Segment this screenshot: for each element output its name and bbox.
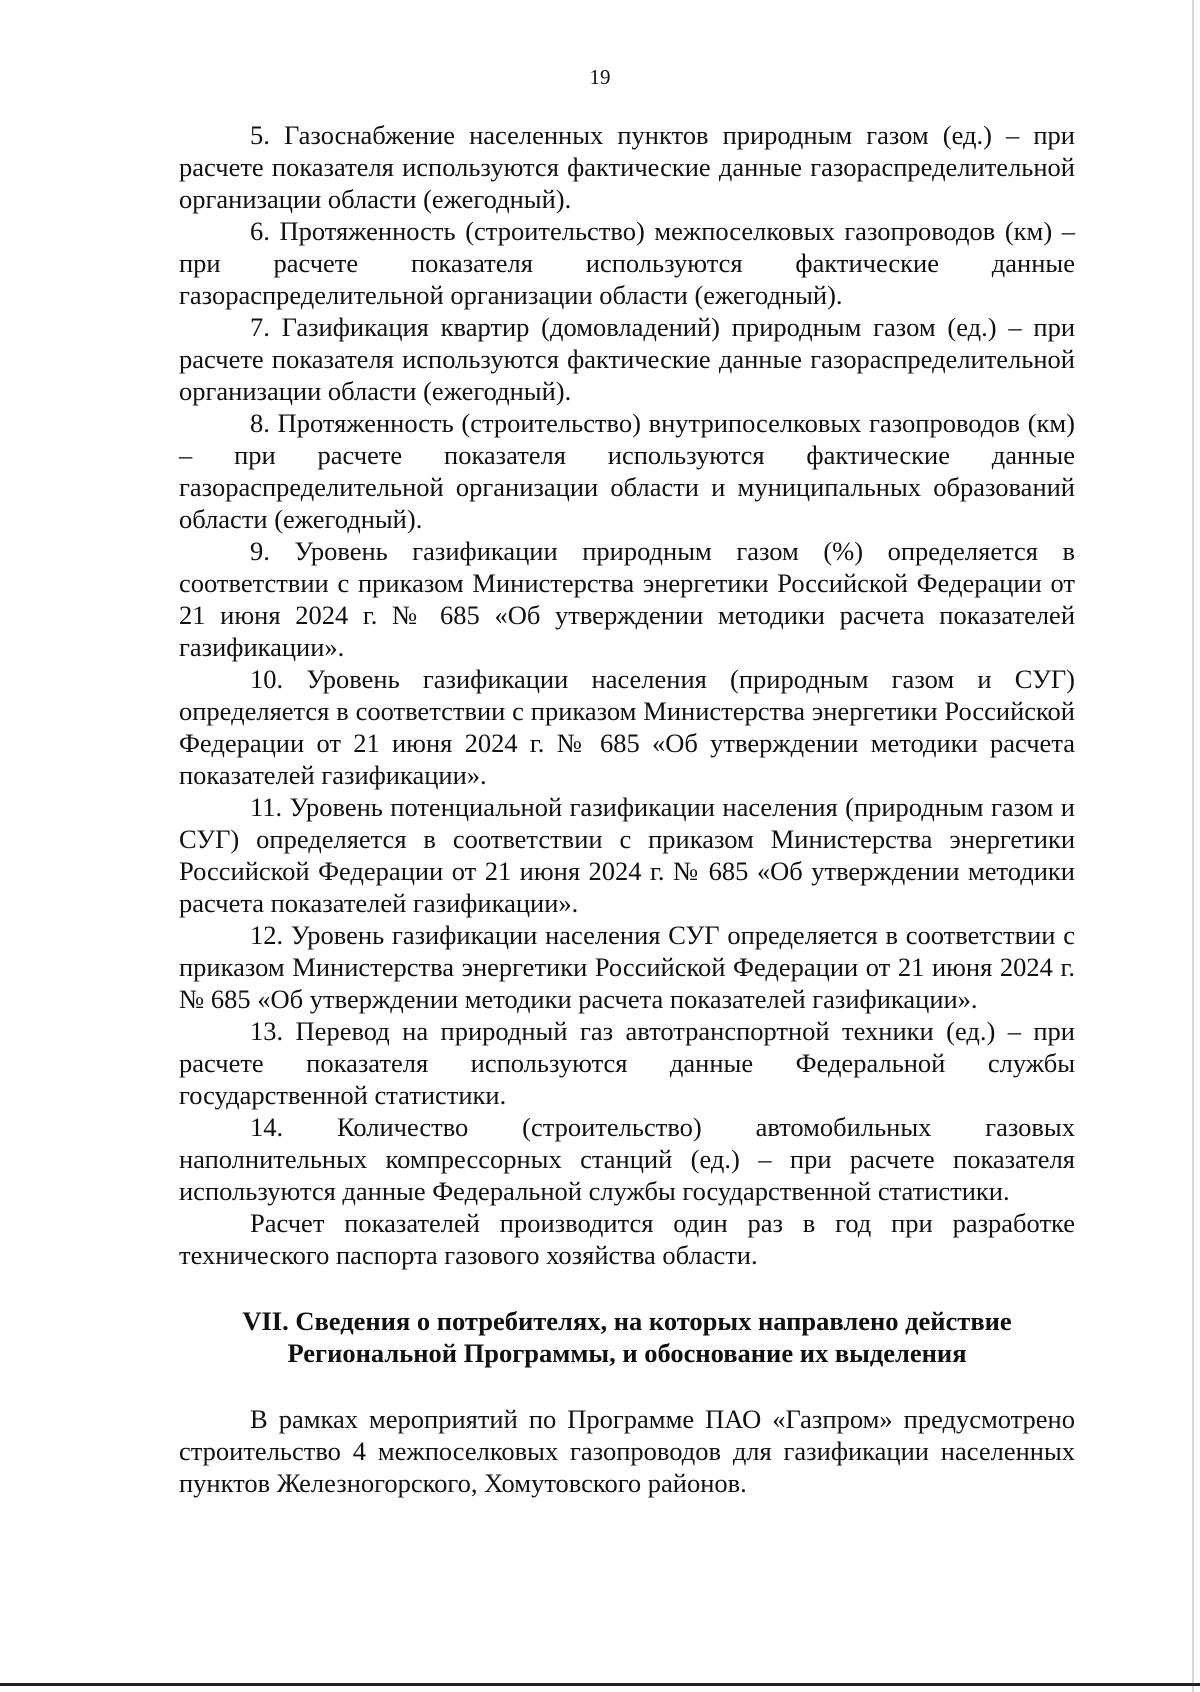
paragraph-calculation-note: Расчет показателей производится один раз в год при разработке технического паспорта газового хозяйства области. (179, 1208, 1075, 1270)
paragraph-item-8: 8. Протяженность (строительство) внутрипоселковых газопроводов (км) – при расчете показателя используются фактические данные газораспределительной организации области и муниципальных образований области (ежегодный). (179, 408, 1075, 534)
paragraph-item-11: 11. Уровень потенциальной газификации населения (природным газом и СУГ) определяется в соответствии с приказом Министерства энергетики Российской Федерации от 21 июня 2024 г. № 685 «Об утверждении методики расчета показателей газификации». (179, 792, 1075, 918)
paragraph-consumers: В рамках мероприятий по Программе ПАО «Газпром» предусмотрено строительство 4 межпоселковых газопроводов для газификации населенных пунктов Железногорского, Хомутовского районов. (179, 1404, 1075, 1498)
paragraph-item-5: 5. Газоснабжение населенных пунктов природным газом (ед.) – при расчете показателя используются фактические данные газораспределительной организации области (ежегодный). (179, 120, 1075, 214)
section-heading (179, 1305, 1075, 1369)
scan-bottom-edge (0, 1683, 1200, 1686)
paragraph-item-14: 14. Количество (строительство) автомобильных газовых наполнительных компрессорных станций (ед.) – при расчете показателя используются данные Федеральной службы государственной статистики. (179, 1112, 1075, 1206)
paragraph-item-7: 7. Газификация квартир (домовладений) природным газом (ед.) – при расчете показателя используются фактические данные газораспределительной организации области (ежегодный). (179, 312, 1075, 406)
section-heading-line-2: Региональной Программы, и обоснование их выделения (287, 1338, 967, 1368)
section-heading-line-1: VII. Сведения о потребителях, на которых направлено действие (242, 1306, 1012, 1336)
paragraph-item-6: 6. Протяженность (строительство) межпоселковых газопроводов (км) – при расчете показателя используются фактические данные газораспределительной организации области (ежегодный). (179, 216, 1075, 310)
paragraph-item-9: 9. Уровень газификации природным газом (%) определяется в соответствии с приказом Министерства энергетики Российской Федерации от 21 июня 2024 г. № 685 «Об утверждении методики расчета показателей газификации». (179, 536, 1075, 662)
paragraph-item-12: 12. Уровень газификации населения СУГ определяется в соответствии с приказом Министерства энергетики Российской Федерации от 21 июня 2024 г. № 685 «Об утверждении методики расчета показателей газификации». (179, 920, 1075, 1014)
paragraph-item-13: 13. Перевод на природный газ автотранспортной техники (ед.) – при расчете показателя используются данные Федеральной службы государственной статистики. (179, 1016, 1075, 1110)
scan-right-edge (1192, 0, 1194, 1692)
paragraph-item-10: 10. Уровень газификации населения (природным газом и СУГ) определяется в соответствии с приказом Министерства энергетики Российской Федерации от 21 июня 2024 г. № 685 «Об утверждении методики расчета показателей газификации». (179, 664, 1075, 790)
page-number: 19 (589, 65, 611, 89)
page-body (179, 119, 1075, 1499)
